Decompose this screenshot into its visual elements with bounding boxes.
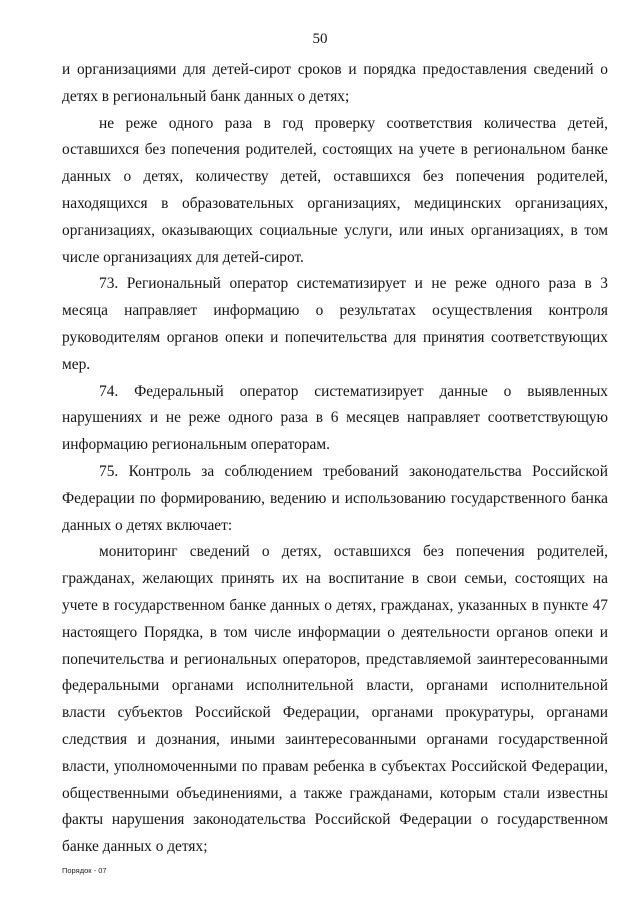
paragraph-item-73: 73. Региональный оператор систематизирует и не реже одного раза в 3 месяца направляет информацию о результатах осуществления контроля руководителям органов опеки и попечительства для принятия соответствующих мер. <box>62 275 608 373</box>
paragraph-monitoring: мониторинг сведений о детях, оставшихся без попечения родителей, гражданах, желающих принять их на воспитание в свои семьи, состоящих на учете в государственном банке данных о детях, гражданах, указанных в пункте 47 настоящего Порядка, в том числе информации о деятельности органов опеки и попечительства и региональных операторов, представляемой заинтересованными федеральными органами исполнительной власти, органами исполнительной власти субъектов Российской Федерации, органами прокуратуры, органами следствия и дознания, иными заинтересованными органами государственной власти, уполномоченными по правам ребенка в субъектах Российской Федерации, общественными объединениями, а также гражданами, которым стали известны факты нарушения законодательства Российской Федерации о государственном банке данных о детях; <box>62 543 608 856</box>
document-body <box>62 57 608 861</box>
page-number: 50 <box>312 31 328 47</box>
footer-document-code: Порядок - 07 <box>62 866 107 875</box>
paragraph-item-74: 74. Федеральный оператор систематизирует данные о выявленных нарушениях и не реже одного раза в 6 месяцев направляет соответствующую информацию региональным операторам. <box>62 382 608 454</box>
paragraph-item-75: 75. Контроль за соблюдением требований законодательства Российской Федерации по формированию, ведению и использованию государственного банка данных о детях включает: <box>62 462 608 534</box>
paragraph-annual-check: не реже одного раза в год проверку соответствия количества детей, оставшихся без попечения родителей, состоящих на учете в региональном банке данных о детях, количеству детей, оставшихся без попечения родителей, находящихся в образовательных организациях, медицинских организациях, организациях, оказывающих социальные услуги, или иных организациях, в том числе организациях для детей-сирот. <box>62 114 608 266</box>
paragraph-continuation: и организациями для детей-сирот сроков и порядка предоставления сведений о детях в региональный банк данных о детях; <box>62 61 608 105</box>
